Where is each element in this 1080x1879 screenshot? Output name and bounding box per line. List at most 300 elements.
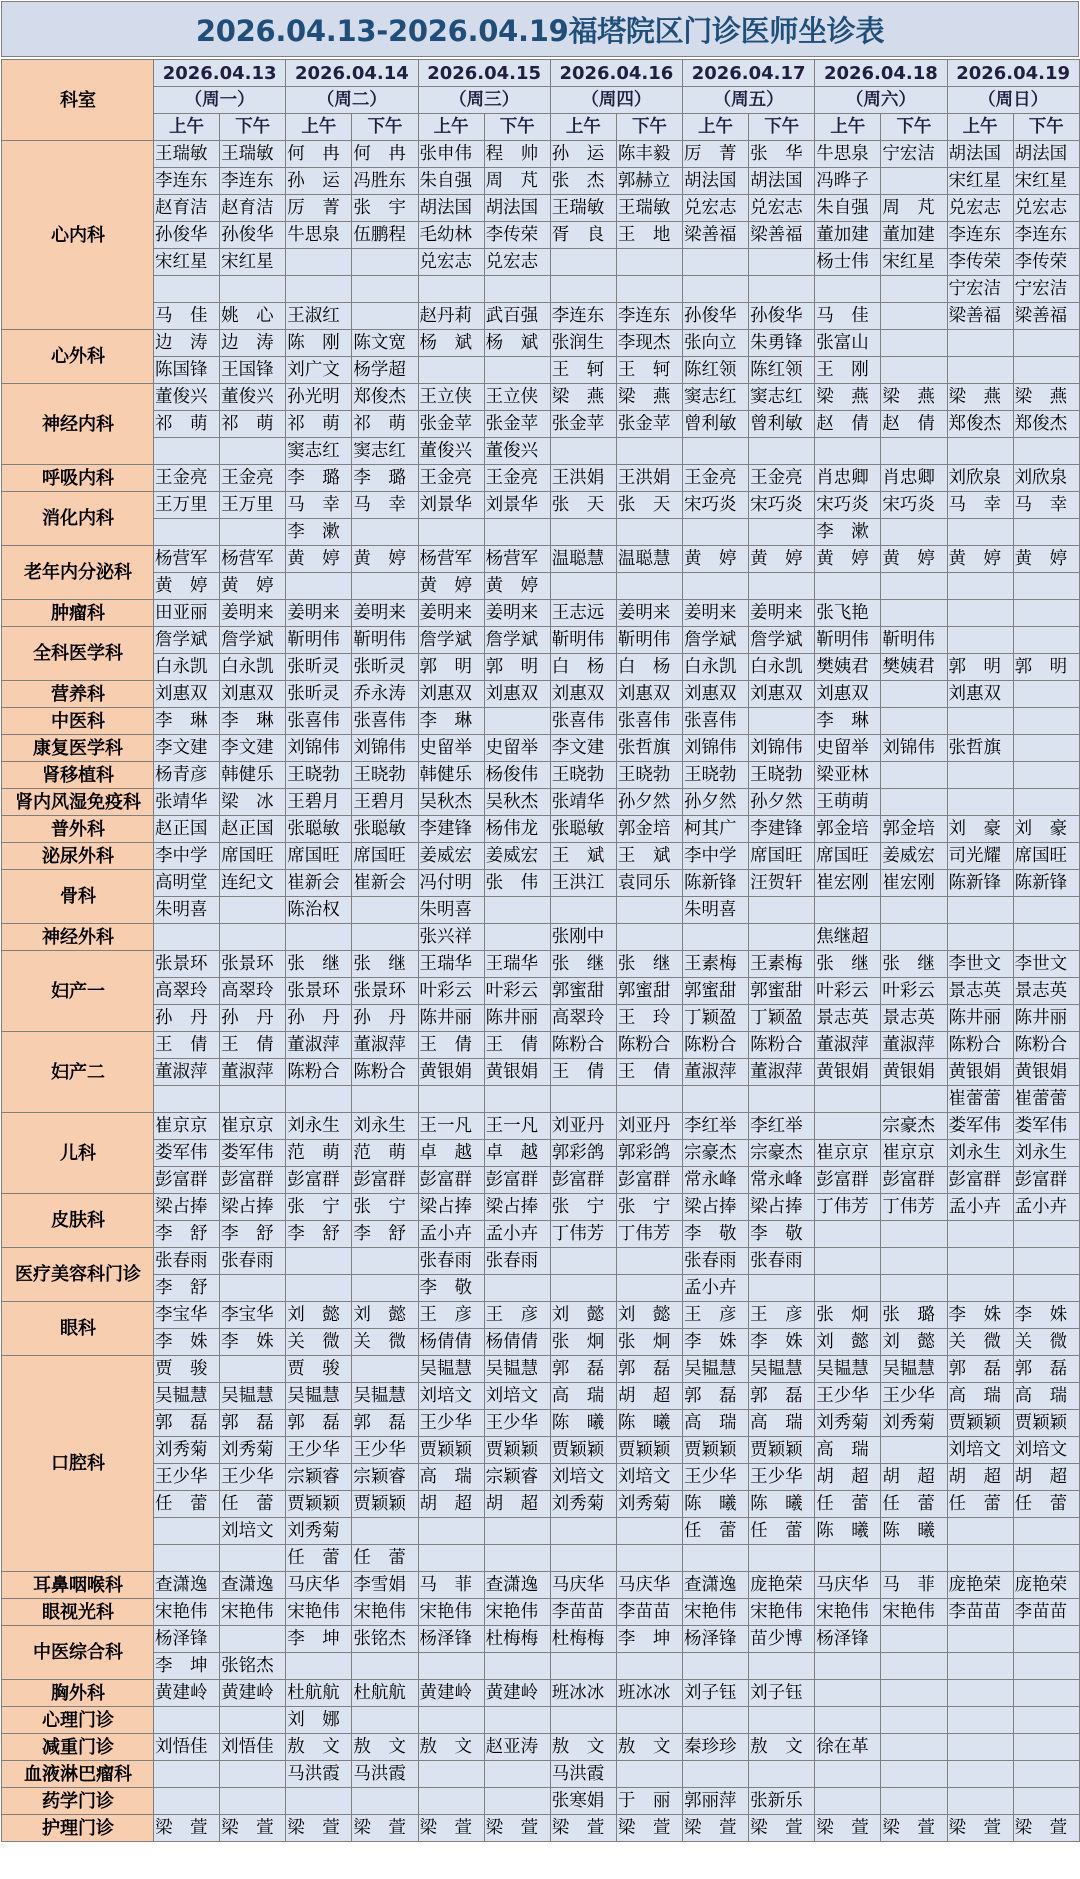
doctor-cell: 刘永生 <box>352 1113 418 1140</box>
doctor-cell: 崔新会 <box>352 870 418 897</box>
department-name: 心理门诊 <box>2 1707 154 1734</box>
doctor-cell: 宗颖睿 <box>484 1464 550 1491</box>
doctor-cell <box>154 1788 220 1815</box>
doctor-cell: 刘惠双 <box>154 681 220 708</box>
doctor-cell: 黄 婷 <box>947 546 1013 573</box>
doctor-cell: 陈井丽 <box>418 1005 484 1032</box>
doctor-cell: 李雪娟 <box>352 1572 418 1599</box>
table-row <box>2 1194 1080 1221</box>
doctor-cell: 刘秀菊 <box>154 1437 220 1464</box>
morning-header: 上午 <box>683 114 749 141</box>
doctor-cell <box>947 1761 1013 1788</box>
doctor-cell: 兑宏志 <box>947 195 1013 222</box>
doctor-cell: 靳明伟 <box>286 627 352 654</box>
doctor-cell: 厉 菁 <box>286 195 352 222</box>
doctor-cell <box>1013 924 1079 951</box>
doctor-cell: 张靖华 <box>550 789 616 816</box>
doctor-cell: 赵育洁 <box>154 195 220 222</box>
table-row <box>2 1167 1080 1194</box>
table-row <box>2 897 1080 924</box>
doctor-cell: 张喜伟 <box>616 708 682 735</box>
doctor-cell: 杨青彦 <box>154 762 220 789</box>
doctor-cell: 詹学斌 <box>220 627 286 654</box>
doctor-cell <box>815 1221 881 1248</box>
doctor-cell: 冯付明 <box>418 870 484 897</box>
doctor-cell <box>1013 627 1079 654</box>
doctor-cell: 王少华 <box>418 1410 484 1437</box>
doctor-cell <box>881 1653 947 1680</box>
doctor-cell: 郭 磊 <box>550 1356 616 1383</box>
doctor-cell <box>484 276 550 303</box>
table-row <box>2 708 1080 735</box>
doctor-cell <box>947 600 1013 627</box>
doctor-cell: 王 倩 <box>550 1059 616 1086</box>
doctor-cell: 靳明伟 <box>815 627 881 654</box>
doctor-cell: 姜明来 <box>286 600 352 627</box>
doctor-cell <box>616 1086 682 1113</box>
doctor-cell: 刘永生 <box>947 1140 1013 1167</box>
doctor-cell: 毛幼林 <box>418 222 484 249</box>
doctor-cell: 黄 婷 <box>815 546 881 573</box>
doctor-cell: 张春雨 <box>220 1248 286 1275</box>
doctor-cell: 吴韫慧 <box>418 1356 484 1383</box>
doctor-cell: 姜威宏 <box>881 843 947 870</box>
doctor-cell <box>1013 681 1079 708</box>
doctor-cell <box>418 1707 484 1734</box>
doctor-cell: 李 姝 <box>683 1329 749 1356</box>
doctor-cell: 宋巧炎 <box>881 492 947 519</box>
doctor-cell: 孙俊华 <box>220 222 286 249</box>
doctor-cell <box>1013 708 1079 735</box>
doctor-cell: 王万里 <box>154 492 220 519</box>
doctor-cell: 王万里 <box>220 492 286 519</box>
doctor-cell <box>749 573 815 600</box>
doctor-cell <box>418 1545 484 1572</box>
doctor-cell <box>418 1086 484 1113</box>
doctor-cell <box>947 1275 1013 1302</box>
department-name: 胸外科 <box>2 1680 154 1707</box>
doctor-cell <box>352 897 418 924</box>
doctor-cell: 刘秀菊 <box>220 1437 286 1464</box>
doctor-cell: 张 炯 <box>815 1302 881 1329</box>
department-name: 泌尿外科 <box>2 843 154 870</box>
doctor-cell: 叶彩云 <box>484 978 550 1005</box>
doctor-cell: 韩健乐 <box>418 762 484 789</box>
doctor-cell: 孙 丹 <box>154 1005 220 1032</box>
doctor-cell: 赵 倩 <box>815 411 881 438</box>
doctor-cell: 梁 燕 <box>815 384 881 411</box>
doctor-cell: 王少华 <box>220 1464 286 1491</box>
department-name: 妇产一 <box>2 951 154 1032</box>
doctor-cell: 姜明来 <box>484 600 550 627</box>
doctor-cell <box>881 168 947 195</box>
doctor-cell: 张 杰 <box>550 168 616 195</box>
doctor-cell <box>352 1788 418 1815</box>
doctor-cell: 张 继 <box>550 951 616 978</box>
table-row <box>2 492 1080 519</box>
doctor-cell: 陈 曦 <box>550 1410 616 1437</box>
doctor-cell <box>616 1275 682 1302</box>
doctor-cell: 黄银娟 <box>815 1059 881 1086</box>
doctor-cell: 彭富群 <box>1013 1167 1079 1194</box>
doctor-cell <box>881 357 947 384</box>
doctor-cell: 班冰冰 <box>616 1680 682 1707</box>
doctor-cell <box>1013 1734 1079 1761</box>
doctor-cell: 郭彩鸽 <box>550 1140 616 1167</box>
doctor-cell: 陈新锋 <box>1013 870 1079 897</box>
doctor-cell: 敖 文 <box>352 1734 418 1761</box>
page-title: 2026.04.13-2026.04.19福塔院区门诊医师坐诊表 <box>1 1 1079 57</box>
doctor-cell: 张喜伟 <box>286 708 352 735</box>
doctor-cell: 陈国锋 <box>154 357 220 384</box>
doctor-cell <box>947 1707 1013 1734</box>
doctor-cell <box>881 1248 947 1275</box>
doctor-cell: 苗少博 <box>749 1626 815 1653</box>
department-name: 肿瘤科 <box>2 600 154 627</box>
doctor-cell: 梁占捧 <box>154 1194 220 1221</box>
doctor-cell: 王晓勃 <box>550 762 616 789</box>
doctor-cell: 宁宏洁 <box>1013 276 1079 303</box>
doctor-cell: 马 幸 <box>286 492 352 519</box>
doctor-cell: 张 宁 <box>550 1194 616 1221</box>
doctor-cell <box>815 276 881 303</box>
doctor-cell: 任 蕾 <box>352 1545 418 1572</box>
doctor-cell: 张春雨 <box>749 1248 815 1275</box>
doctor-cell <box>683 519 749 546</box>
doctor-cell: 张景环 <box>220 951 286 978</box>
doctor-cell: 白永凯 <box>749 654 815 681</box>
table-row <box>2 735 1080 762</box>
doctor-cell: 李连东 <box>1013 222 1079 249</box>
doctor-cell: 彭富群 <box>154 1167 220 1194</box>
doctor-cell: 张 宁 <box>352 1194 418 1221</box>
doctor-cell: 宗豪杰 <box>881 1113 947 1140</box>
doctor-cell: 王瑞敏 <box>154 141 220 168</box>
doctor-cell: 梁 萱 <box>352 1815 418 1842</box>
doctor-cell: 梁 萱 <box>220 1815 286 1842</box>
table-row <box>2 951 1080 978</box>
doctor-cell: 张 伟 <box>484 870 550 897</box>
doctor-cell: 崔宏刚 <box>815 870 881 897</box>
doctor-cell: 张聪敏 <box>550 816 616 843</box>
doctor-cell <box>220 1356 286 1383</box>
doctor-cell: 李传荣 <box>947 249 1013 276</box>
doctor-cell: 马庆华 <box>616 1572 682 1599</box>
doctor-cell: 王瑞敏 <box>550 195 616 222</box>
doctor-cell: 高 瑞 <box>550 1383 616 1410</box>
doctor-cell: 梁善福 <box>749 222 815 249</box>
doctor-cell: 牛思泉 <box>815 141 881 168</box>
doctor-cell <box>683 1545 749 1572</box>
doctor-cell: 刘惠双 <box>550 681 616 708</box>
doctor-cell: 李 姝 <box>220 1329 286 1356</box>
doctor-cell <box>616 573 682 600</box>
doctor-cell: 李 琳 <box>815 708 881 735</box>
table-row <box>2 1572 1080 1599</box>
department-name: 老年内分泌科 <box>2 546 154 600</box>
doctor-cell: 景志英 <box>947 978 1013 1005</box>
doctor-cell: 武百强 <box>484 303 550 330</box>
doctor-cell <box>550 573 616 600</box>
doctor-cell: 娄军伟 <box>947 1113 1013 1140</box>
doctor-cell: 吴韫慧 <box>881 1356 947 1383</box>
doctor-cell <box>683 573 749 600</box>
afternoon-header: 下午 <box>1013 114 1079 141</box>
doctor-cell: 王 彦 <box>683 1302 749 1329</box>
doctor-cell: 孙俊华 <box>154 222 220 249</box>
doctor-cell: 张景环 <box>352 978 418 1005</box>
table-row <box>2 1356 1080 1383</box>
doctor-cell: 刘锦伟 <box>352 735 418 762</box>
doctor-cell <box>947 1626 1013 1653</box>
doctor-cell <box>616 276 682 303</box>
doctor-cell <box>220 1626 286 1653</box>
date-header: 2026.04.17 <box>683 60 815 87</box>
doctor-cell <box>881 276 947 303</box>
doctor-cell <box>749 1653 815 1680</box>
doctor-cell: 马 幸 <box>947 492 1013 519</box>
doctor-cell: 刘培文 <box>484 1383 550 1410</box>
doctor-cell: 孟小卉 <box>683 1275 749 1302</box>
doctor-cell <box>683 924 749 951</box>
doctor-cell: 梁占捧 <box>749 1194 815 1221</box>
doctor-cell <box>550 1545 616 1572</box>
afternoon-header: 下午 <box>749 114 815 141</box>
doctor-cell: 宋红星 <box>881 249 947 276</box>
doctor-cell <box>881 1275 947 1302</box>
department-name: 肾移植科 <box>2 762 154 789</box>
doctor-cell: 任 蕾 <box>881 1491 947 1518</box>
doctor-cell <box>881 897 947 924</box>
doctor-cell: 郭 磊 <box>683 1383 749 1410</box>
doctor-cell: 张金苹 <box>616 411 682 438</box>
doctor-cell: 马洪霞 <box>550 1761 616 1788</box>
afternoon-header: 下午 <box>616 114 682 141</box>
doctor-cell <box>1013 600 1079 627</box>
table-row <box>2 762 1080 789</box>
doctor-cell: 刘 懿 <box>352 1302 418 1329</box>
doctor-cell <box>352 303 418 330</box>
doctor-cell: 刘永生 <box>1013 1140 1079 1167</box>
table-row <box>2 1599 1080 1626</box>
doctor-cell: 梁 萱 <box>683 1815 749 1842</box>
doctor-cell <box>1013 1248 1079 1275</box>
doctor-cell: 史留举 <box>815 735 881 762</box>
doctor-cell: 张 天 <box>550 492 616 519</box>
doctor-cell: 张聪敏 <box>286 816 352 843</box>
doctor-cell: 李建锋 <box>749 816 815 843</box>
doctor-cell: 何 冉 <box>352 141 418 168</box>
doctor-cell: 孙俊华 <box>749 303 815 330</box>
doctor-cell: 姜明来 <box>352 600 418 627</box>
doctor-cell <box>881 573 947 600</box>
doctor-cell <box>881 681 947 708</box>
doctor-cell <box>550 519 616 546</box>
doctor-cell <box>352 249 418 276</box>
doctor-cell <box>154 438 220 465</box>
doctor-cell <box>220 1788 286 1815</box>
doctor-cell <box>881 1545 947 1572</box>
doctor-cell: 杨 斌 <box>418 330 484 357</box>
table-row <box>2 1302 1080 1329</box>
doctor-cell <box>815 573 881 600</box>
doctor-cell: 王少华 <box>683 1464 749 1491</box>
doctor-cell: 牛思泉 <box>286 222 352 249</box>
department-name: 中医综合科 <box>2 1626 154 1680</box>
doctor-cell: 宗颖睿 <box>286 1464 352 1491</box>
doctor-cell: 郭 磊 <box>352 1410 418 1437</box>
doctor-cell: 张申伟 <box>418 141 484 168</box>
doctor-cell <box>683 276 749 303</box>
doctor-cell: 刘秀菊 <box>550 1491 616 1518</box>
doctor-cell <box>484 1788 550 1815</box>
doctor-cell: 刘 懿 <box>550 1302 616 1329</box>
doctor-cell: 史留举 <box>418 735 484 762</box>
doctor-cell <box>815 1707 881 1734</box>
table-row <box>2 816 1080 843</box>
header-session-row <box>2 114 1080 141</box>
doctor-cell: 高翠玲 <box>154 978 220 1005</box>
doctor-cell: 马 菲 <box>418 1572 484 1599</box>
doctor-cell: 柯其广 <box>683 816 749 843</box>
doctor-cell: 司光耀 <box>947 843 1013 870</box>
doctor-cell: 刘培文 <box>220 1518 286 1545</box>
table-row <box>2 654 1080 681</box>
doctor-cell: 张昕灵 <box>286 681 352 708</box>
doctor-cell: 崔蕾蕾 <box>1013 1086 1079 1113</box>
doctor-cell: 张兴祥 <box>418 924 484 951</box>
doctor-cell: 黄 婷 <box>352 546 418 573</box>
table-row <box>2 1221 1080 1248</box>
doctor-cell: 席国旺 <box>749 843 815 870</box>
doctor-cell <box>1013 1626 1079 1653</box>
doctor-cell <box>1013 330 1079 357</box>
doctor-cell: 马庆华 <box>815 1572 881 1599</box>
doctor-cell: 宋艳伟 <box>881 1599 947 1626</box>
doctor-cell: 董加建 <box>881 222 947 249</box>
doctor-cell <box>947 1734 1013 1761</box>
doctor-cell: 陈 曦 <box>683 1491 749 1518</box>
doctor-cell: 吴秋杰 <box>484 789 550 816</box>
schedule-table <box>1 59 1080 1842</box>
doctor-cell <box>616 1248 682 1275</box>
doctor-cell <box>1013 897 1079 924</box>
department-name: 神经外科 <box>2 924 154 951</box>
doctor-cell <box>749 1761 815 1788</box>
doctor-cell: 张哲旗 <box>947 735 1013 762</box>
doctor-cell: 陈红领 <box>683 357 749 384</box>
doctor-cell <box>947 762 1013 789</box>
doctor-cell: 刘培文 <box>550 1464 616 1491</box>
doctor-cell: 彭富群 <box>352 1167 418 1194</box>
doctor-cell: 敖 文 <box>418 1734 484 1761</box>
doctor-cell: 王瑞华 <box>484 951 550 978</box>
doctor-cell: 杨 斌 <box>484 330 550 357</box>
morning-header: 上午 <box>947 114 1013 141</box>
doctor-cell <box>815 438 881 465</box>
doctor-cell: 胡法国 <box>484 195 550 222</box>
doctor-cell: 李世文 <box>947 951 1013 978</box>
doctor-cell: 李 姝 <box>947 1302 1013 1329</box>
doctor-cell: 董淑萍 <box>286 1032 352 1059</box>
doctor-cell: 景志英 <box>815 1005 881 1032</box>
doctor-cell: 宋红星 <box>1013 168 1079 195</box>
doctor-cell: 张春雨 <box>683 1248 749 1275</box>
doctor-cell: 郭蜜甜 <box>550 978 616 1005</box>
doctor-cell <box>484 1707 550 1734</box>
doctor-cell: 李连东 <box>947 222 1013 249</box>
doctor-cell: 李宝华 <box>220 1302 286 1329</box>
doctor-cell: 贾 骏 <box>154 1356 220 1383</box>
afternoon-header: 下午 <box>484 114 550 141</box>
doctor-cell: 李苗苗 <box>616 1599 682 1626</box>
doctor-cell: 关 微 <box>1013 1329 1079 1356</box>
doctor-cell: 李传荣 <box>1013 249 1079 276</box>
doctor-cell: 查潇逸 <box>220 1572 286 1599</box>
doctor-cell <box>947 789 1013 816</box>
doctor-cell: 李 琳 <box>154 708 220 735</box>
doctor-cell <box>1013 438 1079 465</box>
doctor-cell: 任 蕾 <box>683 1518 749 1545</box>
doctor-cell: 汪贺轩 <box>749 870 815 897</box>
doctor-cell: 梁占捧 <box>484 1194 550 1221</box>
doctor-cell: 王晓勃 <box>749 762 815 789</box>
doctor-cell <box>220 438 286 465</box>
doctor-cell: 张金苹 <box>550 411 616 438</box>
morning-header: 上午 <box>550 114 616 141</box>
doctor-cell: 窦志红 <box>286 438 352 465</box>
doctor-cell <box>947 519 1013 546</box>
doctor-cell: 张新乐 <box>749 1788 815 1815</box>
doctor-cell: 靳明伟 <box>616 627 682 654</box>
doctor-cell: 宗豪杰 <box>749 1140 815 1167</box>
department-name: 心外科 <box>2 330 154 384</box>
table-row <box>2 249 1080 276</box>
doctor-cell: 郭金培 <box>881 816 947 843</box>
table-row <box>2 1761 1080 1788</box>
doctor-cell: 陈粉合 <box>352 1059 418 1086</box>
doctor-cell: 吴韫慧 <box>815 1356 881 1383</box>
doctor-cell <box>220 1761 286 1788</box>
table-row <box>2 1059 1080 1086</box>
doctor-cell: 班冰冰 <box>550 1680 616 1707</box>
department-name: 耳鼻咽喉科 <box>2 1572 154 1599</box>
doctor-cell: 贾颖颖 <box>947 1410 1013 1437</box>
doctor-cell: 张昕灵 <box>352 654 418 681</box>
doctor-cell: 刘惠双 <box>683 681 749 708</box>
doctor-cell: 杨泽锋 <box>154 1626 220 1653</box>
afternoon-header: 下午 <box>220 114 286 141</box>
doctor-cell: 李 姝 <box>154 1329 220 1356</box>
doctor-cell <box>947 1221 1013 1248</box>
doctor-cell: 靳明伟 <box>352 627 418 654</box>
doctor-cell: 王瑞敏 <box>220 141 286 168</box>
doctor-cell: 胡法国 <box>418 195 484 222</box>
doctor-cell: 陈井丽 <box>947 1005 1013 1032</box>
doctor-cell: 高 瑞 <box>1013 1383 1079 1410</box>
date-header: 2026.04.13 <box>154 60 286 87</box>
doctor-cell: 李连东 <box>154 168 220 195</box>
doctor-cell <box>881 708 947 735</box>
doctor-cell <box>749 924 815 951</box>
header-weekday-row <box>2 87 1080 114</box>
doctor-cell: 连纪文 <box>220 870 286 897</box>
doctor-cell <box>749 1707 815 1734</box>
doctor-cell: 李 姝 <box>1013 1302 1079 1329</box>
doctor-cell <box>881 1221 947 1248</box>
doctor-cell <box>881 1626 947 1653</box>
doctor-cell: 周 芃 <box>484 168 550 195</box>
